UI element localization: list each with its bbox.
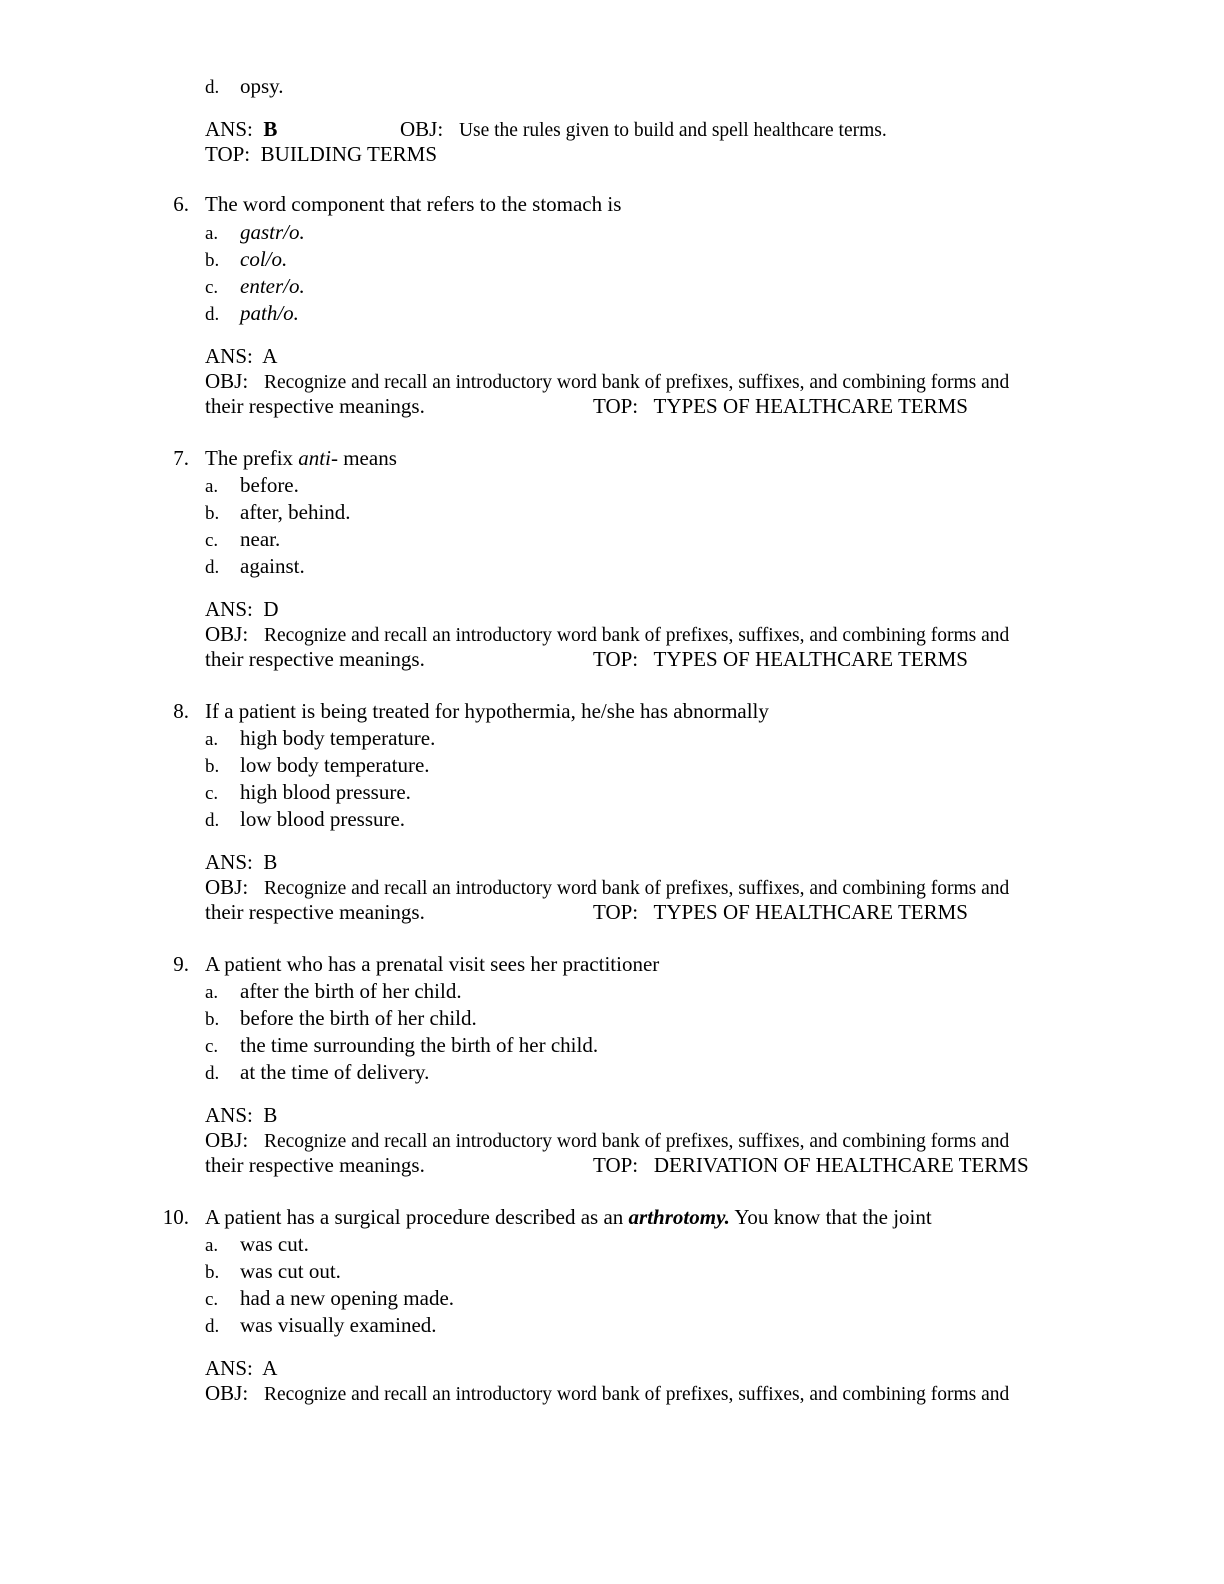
option-letter: a. xyxy=(205,1235,219,1256)
obj-text: Recognize and recall an introductory word bank of prefixes, suffixes, and combining forms and xyxy=(263,1131,1010,1152)
ans-label: ANS: xyxy=(205,1103,253,1127)
obj-line xyxy=(205,368,1009,396)
option-letter: b. xyxy=(205,1262,220,1283)
top-text: DERIVATION OF HEALTHCARE TERMS xyxy=(653,1153,1029,1177)
option-a xyxy=(205,472,299,500)
option-text: was cut. xyxy=(240,1232,309,1256)
stem-text-tail: You know that the joint xyxy=(729,1205,932,1229)
option-letter: b. xyxy=(205,503,220,524)
obj-label: OBJ: xyxy=(205,622,249,646)
topic-line xyxy=(593,393,968,419)
option-text: enter/o. xyxy=(240,274,305,298)
option-text: col/o. xyxy=(240,247,288,271)
option-letter: d. xyxy=(205,1063,220,1084)
q5-answer-line xyxy=(205,116,277,142)
obj-label: OBJ: xyxy=(400,117,444,141)
top-text: TYPES OF HEALTHCARE TERMS xyxy=(653,647,968,671)
option-text: after, behind. xyxy=(240,500,351,524)
ans-value: A xyxy=(262,1356,278,1380)
obj-label: OBJ: xyxy=(205,875,249,899)
obj-text: Use the rules given to build and spell healthcare terms. xyxy=(458,120,887,141)
question-number: 10. xyxy=(162,1205,189,1229)
obj-continuation xyxy=(205,393,425,419)
top-text: TYPES OF HEALTHCARE TERMS xyxy=(653,900,968,924)
option-letter: c. xyxy=(205,530,219,551)
answer-line xyxy=(205,1355,277,1381)
option-letter: c. xyxy=(205,277,219,298)
stem-term: anti- xyxy=(298,446,338,470)
obj-line xyxy=(205,874,1009,902)
option-a xyxy=(205,978,462,1006)
option-text: the time surrounding the birth of her child. xyxy=(240,1033,599,1057)
option-text: had a new opening made. xyxy=(240,1286,455,1310)
topic-line xyxy=(593,646,968,672)
answer-line xyxy=(205,849,277,875)
top-text: BUILDING TERMS xyxy=(260,142,438,166)
ans-label: ANS: xyxy=(205,1356,253,1380)
option-letter: a. xyxy=(205,982,219,1003)
option-letter: a. xyxy=(205,729,219,750)
topic-line xyxy=(593,1152,1029,1178)
top-label: TOP: xyxy=(593,1153,639,1177)
option-b xyxy=(205,752,430,780)
top-label: TOP: xyxy=(205,142,251,166)
obj-cont-text: their respective meanings. xyxy=(205,647,425,671)
stem-text: A patient who has a prenatal visit sees her practitioner xyxy=(205,952,660,976)
question-number: 7. xyxy=(173,446,189,470)
obj-text: Recognize and recall an introductory word bank of prefixes, suffixes, and combining forms and xyxy=(263,372,1010,393)
option-text: high body temperature. xyxy=(240,726,436,750)
answer-line xyxy=(205,1102,277,1128)
question-stem xyxy=(205,445,397,471)
ans-label: ANS: xyxy=(205,850,253,874)
option-letter: d. xyxy=(205,77,220,98)
obj-continuation xyxy=(205,1152,425,1178)
stem-text: The word component that refers to the stomach is xyxy=(205,192,622,216)
option-c xyxy=(205,273,305,301)
option-b xyxy=(205,499,351,527)
obj-line xyxy=(205,621,1009,649)
stem-text: The prefix xyxy=(205,446,299,470)
option-d xyxy=(205,553,305,581)
top-label: TOP: xyxy=(593,394,639,418)
option-text: low blood pressure. xyxy=(240,807,406,831)
ans-label: ANS: xyxy=(205,117,253,141)
option-text: path/o. xyxy=(240,301,299,325)
question-stem xyxy=(205,191,621,217)
question-stem xyxy=(205,1204,932,1230)
obj-text: Recognize and recall an introductory word bank of prefixes, suffixes, and combining forms and xyxy=(263,1384,1010,1405)
stem-text-tail: means xyxy=(337,446,397,470)
option-text: before the birth of her child. xyxy=(240,1006,477,1030)
option-text: before. xyxy=(240,473,299,497)
question-number: 6. xyxy=(173,192,189,216)
option-letter: b. xyxy=(205,1009,220,1030)
answer-line xyxy=(205,596,279,622)
top-label: TOP: xyxy=(593,647,639,671)
ans-value: D xyxy=(263,597,279,621)
ans-value: A xyxy=(262,344,278,368)
q5-obj-line xyxy=(400,116,887,144)
question-stem xyxy=(205,698,769,724)
answer-line xyxy=(205,343,277,369)
q5-option-d xyxy=(205,73,284,101)
obj-label: OBJ: xyxy=(205,1128,249,1152)
option-letter: a. xyxy=(205,476,219,497)
option-letter: c. xyxy=(205,1036,219,1057)
option-letter: a. xyxy=(205,223,219,244)
option-d xyxy=(205,1312,437,1340)
option-text: opsy. xyxy=(240,74,284,98)
obj-continuation xyxy=(205,899,425,925)
top-text: TYPES OF HEALTHCARE TERMS xyxy=(653,394,968,418)
option-text: after the birth of her child. xyxy=(240,979,462,1003)
question-stem xyxy=(205,951,659,977)
option-a xyxy=(205,219,305,247)
option-letter: c. xyxy=(205,783,219,804)
obj-cont-text: their respective meanings. xyxy=(205,1153,425,1177)
option-c xyxy=(205,779,411,807)
top-label: TOP: xyxy=(593,900,639,924)
ans-value: B xyxy=(263,1103,278,1127)
option-text: at the time of delivery. xyxy=(240,1060,430,1084)
topic-line xyxy=(593,899,968,925)
ans-value: B xyxy=(263,850,278,874)
option-c xyxy=(205,1032,598,1060)
option-b xyxy=(205,1258,341,1286)
option-text: low body temperature. xyxy=(240,753,430,777)
option-text: was visually examined. xyxy=(240,1313,437,1337)
obj-cont-text: their respective meanings. xyxy=(205,394,425,418)
option-letter: d. xyxy=(205,304,220,325)
option-a xyxy=(205,1231,309,1259)
option-letter: b. xyxy=(205,756,220,777)
option-c xyxy=(205,526,280,554)
ans-label: ANS: xyxy=(205,344,253,368)
option-text: high blood pressure. xyxy=(240,780,411,804)
obj-cont-text: their respective meanings. xyxy=(205,900,425,924)
stem-term: arthrotomy. xyxy=(628,1205,730,1229)
obj-text: Recognize and recall an introductory word bank of prefixes, suffixes, and combining forms and xyxy=(263,878,1010,899)
option-letter: d. xyxy=(205,1316,220,1337)
option-letter: c. xyxy=(205,1289,219,1310)
option-letter: b. xyxy=(205,250,220,271)
option-c xyxy=(205,1285,454,1313)
q5-topic-line xyxy=(205,141,437,167)
obj-continuation xyxy=(205,646,425,672)
obj-text: Recognize and recall an introductory word bank of prefixes, suffixes, and combining forms and xyxy=(263,625,1010,646)
option-d xyxy=(205,806,405,834)
option-text: against. xyxy=(240,554,305,578)
stem-text: If a patient is being treated for hypothermia, he/she has abnormally xyxy=(205,699,769,723)
obj-label: OBJ: xyxy=(205,369,249,393)
option-text: gastr/o. xyxy=(240,220,305,244)
ans-value: B xyxy=(263,117,278,141)
option-a xyxy=(205,725,435,753)
ans-label: ANS: xyxy=(205,597,253,621)
option-b xyxy=(205,246,287,274)
option-text: was cut out. xyxy=(240,1259,341,1283)
option-text: near. xyxy=(240,527,281,551)
option-d xyxy=(205,1059,429,1087)
question-number: 9. xyxy=(173,952,189,976)
question-number: 8. xyxy=(173,699,189,723)
obj-line xyxy=(205,1127,1009,1155)
option-b xyxy=(205,1005,477,1033)
option-letter: d. xyxy=(205,810,220,831)
obj-label: OBJ: xyxy=(205,1381,249,1405)
option-letter: d. xyxy=(205,557,220,578)
option-d xyxy=(205,300,299,328)
obj-line xyxy=(205,1380,1009,1408)
stem-text: A patient has a surgical procedure described as an xyxy=(205,1205,629,1229)
